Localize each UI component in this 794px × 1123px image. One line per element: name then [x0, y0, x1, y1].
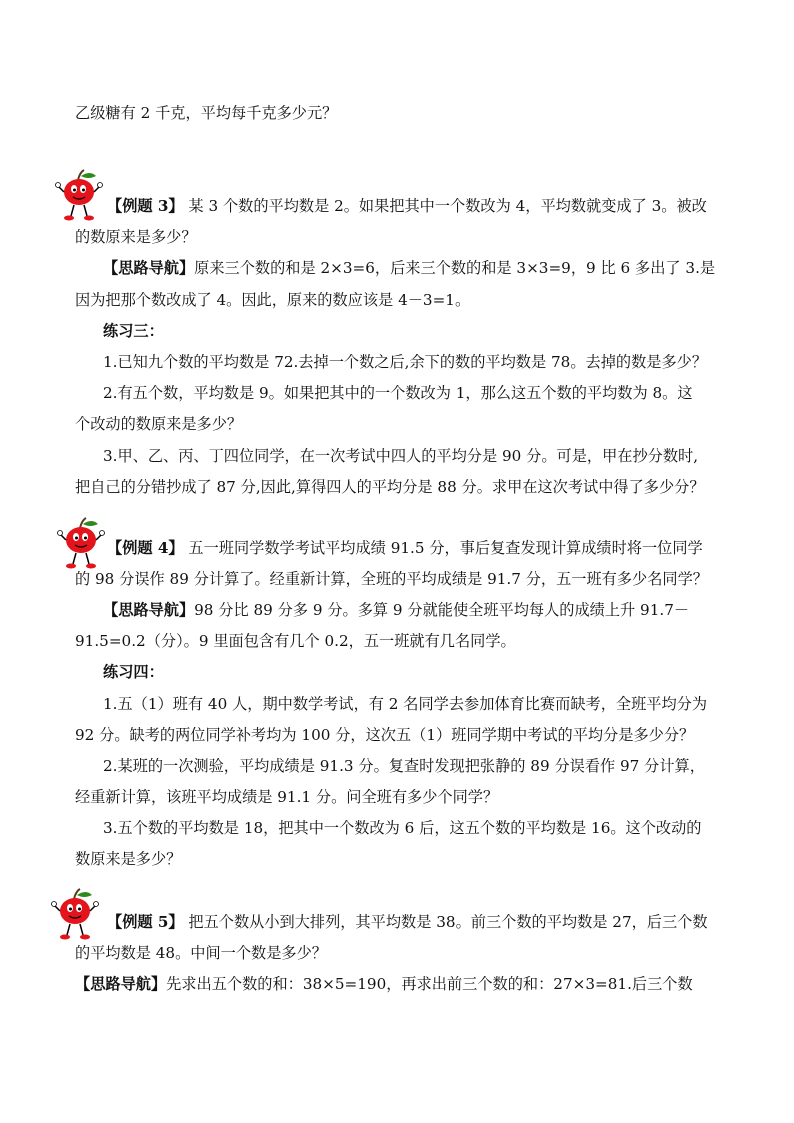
example-4-guide-line-2: 91.5=0.2（分）。9 里面包含有几个 0.2，五一班就有几名同学。	[75, 632, 516, 650]
apple-mascot-icon	[56, 516, 106, 572]
practice-3-q3-line-1: 3.甲、乙、丙、丁四位同学，在一次考试中四人的平均分是 90 分。可是，甲在抄分数时,	[103, 447, 699, 465]
example-5-guide-line-1	[75, 974, 735, 994]
practice-4-q3-line-1: 3.五个数的平均数是 18，把其中一个数改为 6 后，这五个数的平均数是 16。这个改动的	[103, 819, 702, 837]
practice-3-q3-line-2: 把自己的分错抄成了 87 分,因此,算得四人的平均分是 88 分。求甲在这次考试中得了多少分？	[75, 478, 705, 496]
example-3-line-2: 的数原来是多少？	[75, 228, 197, 246]
example-5-text: 把五个数从小到大排列，其平均数是 38。前三个数的平均数是 27，后三个数	[183, 913, 708, 931]
practice-4-title: 练习四：	[103, 663, 164, 681]
example-3-text: 某 3 个数的平均数是 2。如果把其中一个数改为 4，平均数就变成了 3。被改	[183, 197, 707, 215]
example-4-line-1	[107, 538, 735, 558]
intro-line: 乙级糖有 2 千克，平均每千克多少元？	[75, 104, 338, 122]
example-5-line-1	[107, 912, 735, 932]
guide-label: 【思路导航】	[75, 975, 167, 993]
example-3-guide-line-1	[103, 258, 735, 278]
guide-text: 原来三个数的和是 2×3=6，后来三个数的和是 3×3=9，9 比 6 多出了 3.是	[194, 259, 716, 277]
example-4-label: 【例题 4】	[107, 539, 184, 557]
practice-4-q1-line-2: 92 分。缺考的两位同学补考均为 100 分，这次五（1）班同学期中考试的平均分是多少分？	[75, 726, 695, 744]
practice-4-q3-line-2: 数原来是多少？	[75, 850, 182, 868]
apple-mascot-icon	[50, 887, 100, 943]
example-3-guide-line-2: 因为把那个数改成了 4。因此，原来的数应该是 4－3=1。	[75, 291, 471, 309]
guide-text: 先求出五个数的和：38×5=190，再求出前三个数的和：27×3=81.后三个数	[166, 975, 693, 993]
example-5-label: 【例题 5】	[107, 913, 184, 931]
guide-text: 98 分比 89 分多 9 分。多算 9 分就能使全班平均每人的成绩上升 91.7－	[194, 601, 690, 619]
practice-3-title: 练习三：	[103, 322, 164, 340]
practice-4-q2-line-1: 2.某班的一次测验，平均成绩是 91.3 分。复查时发现把张静的 89 分误看作 97 分计算，	[103, 757, 705, 775]
guide-label: 【思路导航】	[103, 259, 195, 277]
practice-3-q2-line-1: 2.有五个数，平均数是 9。如果把其中的一个数改为 1，那么这五个数的平均数为 8。这	[103, 384, 693, 402]
example-3-line-1	[107, 196, 735, 216]
practice-4-q2-line-2: 经重新计算，该班平均成绩是 91.1 分。问全班有多少个同学？	[75, 788, 499, 806]
practice-3-q2-line-2: 个改动的数原来是多少？	[75, 415, 243, 433]
example-5-line-2: 的平均数是 48。中间一个数是多少？	[75, 944, 327, 962]
practice-4-q1-line-1: 1.五（1）班有 40 人，期中数学考试，有 2 名同学去参加体育比赛而缺考，全班平均分为	[103, 695, 708, 713]
guide-label: 【思路导航】	[103, 601, 195, 619]
example-4-guide-line-1	[103, 600, 735, 620]
apple-mascot-icon	[54, 168, 104, 224]
example-3-label: 【例题 3】	[107, 197, 184, 215]
example-4-line-2: 的 98 分误作 89 分计算了。经重新计算，全班的平均成绩是 91.7 分，五一班有多少名同学？	[75, 570, 708, 588]
example-4-text: 五一班同学数学考试平均成绩 91.5 分，事后复查发现计算成绩时将一位同学	[183, 539, 703, 557]
practice-3-q1: 1.已知九个数的平均数是 72.去掉一个数之后,余下的数的平均数是 78。去掉的数是多少？	[103, 353, 708, 371]
